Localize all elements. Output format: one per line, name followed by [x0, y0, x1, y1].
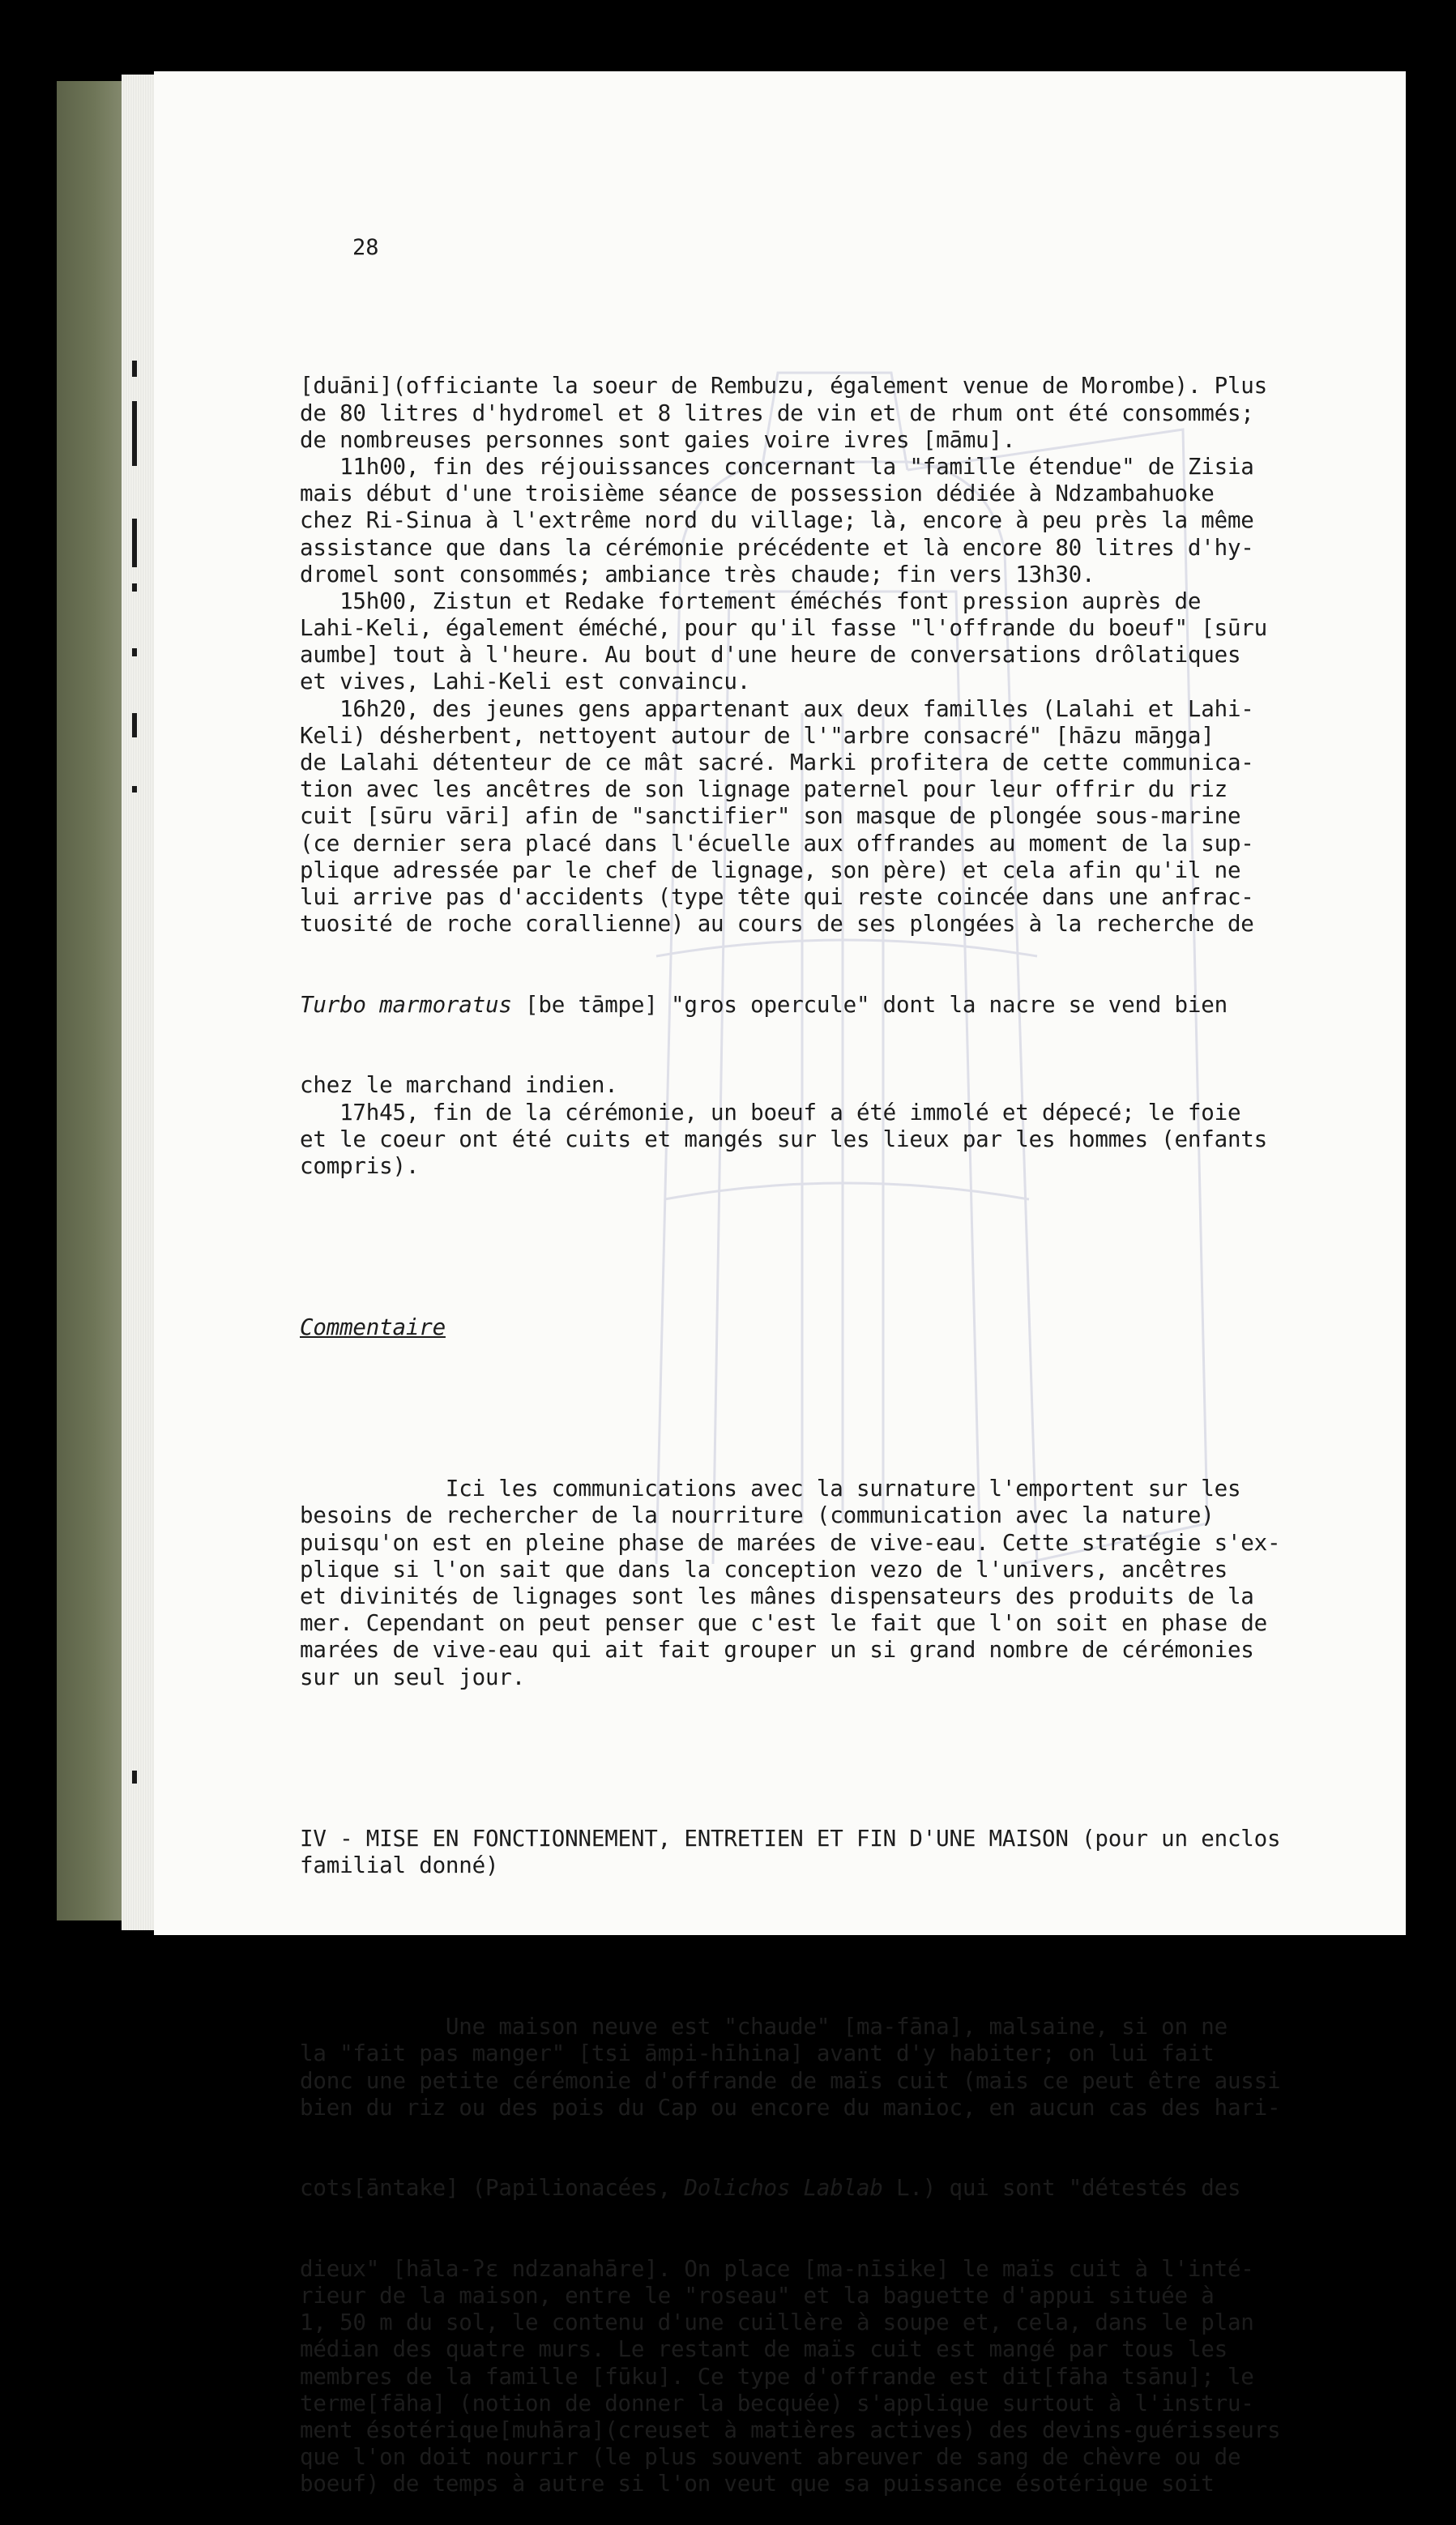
text-line: sur un seul jour. [300, 1664, 526, 1690]
text-line: marées de vive-eau qui ait fait grouper un si grand nombre de cérémonies [300, 1637, 1254, 1664]
text-line: rieur de la maison, entre le "roseau" et la baguette d'appui située à [300, 2283, 1215, 2309]
text-line: de nombreuses personnes sont gaies voire ivres [māmu]. [300, 426, 1016, 453]
text-line: dromel sont consommés; ambiance très chaude; fin vers 13h30. [300, 561, 1095, 587]
text-line: et le coeur ont été cuits et mangés sur les lieux par les hommes (enfants [300, 1126, 1268, 1152]
text-line: tion avec les ancêtres de son lignage paternel pour leur offrir du riz [300, 776, 1228, 803]
text-line: chez Ri-Sinua à l'extrême nord du village; là, encore à peu près la même [300, 507, 1254, 534]
margin-mark [132, 713, 137, 737]
text-line: familial donné) [300, 1852, 499, 1878]
text-line: cots[āntake] (Papilionacées, Dolichos Lablab L.) qui sont "détestés des [300, 2175, 1241, 2202]
text-line: 11h00, fin des réjouissances concernant la "famille étendue" de Zisia [300, 453, 1254, 480]
text-line: membres de la famille [fūku]. Ce type d'offrande est dit[fāha tsānu]; le [300, 2363, 1254, 2390]
text-line: cuit [sūru vāri] afin de "sanctifier" son masque de plongée sous-marine [300, 803, 1241, 830]
text-line: boeuf) de temps à autre si l'on veut que sa puissance ésotérique soit [300, 2471, 1215, 2497]
margin-mark [132, 648, 137, 656]
text-line: lui arrive pas d'accidents (type tête qui reste coincée dans une anfrac- [300, 883, 1254, 910]
paragraph-block [300, 2014, 1329, 2121]
text-line: plique si l'on sait que dans la conception vezo de l'univers, ancêtres [300, 1556, 1228, 1583]
text-line: mais début d'une troisième séance de possession dédiée à Ndzambahuoke [300, 481, 1215, 507]
paragraph-block [300, 373, 1329, 938]
section-heading: Commentaire [300, 1314, 446, 1341]
margin-mark [132, 401, 137, 466]
paragraph-block [300, 2256, 1329, 2498]
margin-mark [132, 786, 137, 793]
text-line: plique adressée par le chef de lignage, son père) et cela afin qu'il ne [300, 857, 1241, 883]
margin-mark [132, 519, 137, 567]
text-line: Une maison neuve est "chaude" [ma-fāna], malsaine, si on ne [300, 2014, 1228, 2040]
text-line: IV - MISE EN FONCTIONNEMENT, ENTRETIEN ET FIN D'UNE MAISON (pour un enclos [300, 1825, 1281, 1852]
text-line: Ici les communications avec la surnature l'emportent sur les [300, 1476, 1241, 1502]
text-line: chez le marchand indien. [300, 1072, 618, 1099]
text-line: compris). [300, 1152, 420, 1179]
text-line: 17h45, fin de la cérémonie, un boeuf a été immolé et dépecé; le foie [300, 1099, 1241, 1126]
page-number: 28 [352, 235, 379, 260]
text-line: Lahi-Keli, également éméché, pour qu'il fasse "l'offrande du boeuf" [sūru [300, 615, 1268, 642]
paragraph-block [300, 1476, 1329, 1691]
text-line: que l'on doit nourrir (le plus souvent abreuver de sang de chèvre ou de [300, 2444, 1241, 2471]
italic-term: Dolichos Lablab [684, 2175, 883, 2202]
text-line: Keli) désherbent, nettoyent autour de l'"arbre consacré" [hāzu māŋga] [300, 722, 1215, 749]
text-line: assistance que dans la cérémonie précédente et là encore 80 litres d'hy- [300, 534, 1254, 561]
margin-mark [132, 583, 137, 592]
text-line: bien du riz ou des pois du Cap ou encore du manioc, en aucun cas des hari- [300, 2094, 1281, 2121]
italic-term: Turbo marmoratus [300, 991, 512, 1018]
text-line: 16h20, des jeunes gens appartenant aux deux familles (Lalahi et Lahi- [300, 695, 1254, 722]
text-line: puisqu'on est en pleine phase de marées de vive-eau. Cette stratégie s'ex- [300, 1529, 1281, 1556]
text-line: donc une petite cérémonie d'offrande de maïs cuit (mais ce peut être aussi [300, 2067, 1281, 2094]
section-title [300, 1826, 1329, 1879]
text-line: terme[fāha] (notion de donner la becquée) s'applique surtout à l'instru- [300, 2390, 1254, 2416]
text-line: de 80 litres d'hydromel et 8 litres de vin et de rhum ont été consommés; [300, 399, 1254, 426]
paragraph-block [300, 1072, 1329, 1180]
text-line: 15h00, Zistun et Redake fortement éméchés font pression auprès de [300, 587, 1202, 614]
text-line: et divinités de lignages sont les mânes dispensateurs des produits de la [300, 1583, 1254, 1610]
text-line: [duāni](officiante la soeur de Rembuzu, également venue de Morombe). Plus [300, 373, 1268, 399]
margin-mark [132, 361, 137, 377]
text-line: besoins de rechercher de la nourriture (communication avec la nature) [300, 1502, 1215, 1529]
text-line: ment ésotérique[muhāra](creuset à matières actives) des devins-guérisseurs [300, 2417, 1281, 2444]
body-text [300, 319, 1329, 2525]
text-line: la "fait pas manger" [tsi āmpi-hīhina] avant d'y habiter; on lui fait [300, 2040, 1215, 2067]
text-line: de Lalahi détenteur de ce mât sacré. Marki profitera de cette communica- [300, 750, 1254, 776]
text-line: mer. Cependant on peut penser que c'est le fait que l'on soit en phase de [300, 1610, 1268, 1637]
text-line: dieux" [hāla-ʔɛ ndzanahāre]. On place [ma-nīsike] le maïs cuit à l'inté- [300, 2255, 1254, 2282]
text-line: Turbo marmoratus [be tāmpe] "gros opercule" dont la nacre se vend bien [300, 991, 1228, 1018]
margin-mark [132, 1771, 137, 1784]
text-line: et vives, Lahi-Keli est convaincu. [300, 669, 751, 695]
text-line: tuosité de roche corallienne) au cours de ses plongées à la recherche de [300, 911, 1254, 938]
text-line: aumbe] tout à l'heure. Au bout d'une heure de conversations drôlatiques [300, 642, 1241, 669]
text-line: médian des quatre murs. Le restant de maïs cuit est mangé par tous les [300, 2336, 1228, 2363]
text-line: (ce dernier sera placé dans l'écuelle aux offrandes au moment de la sup- [300, 830, 1254, 857]
text-line: 1, 50 m du sol, le contenu d'une cuillère à soupe et, cela, dans le plan [300, 2309, 1254, 2336]
